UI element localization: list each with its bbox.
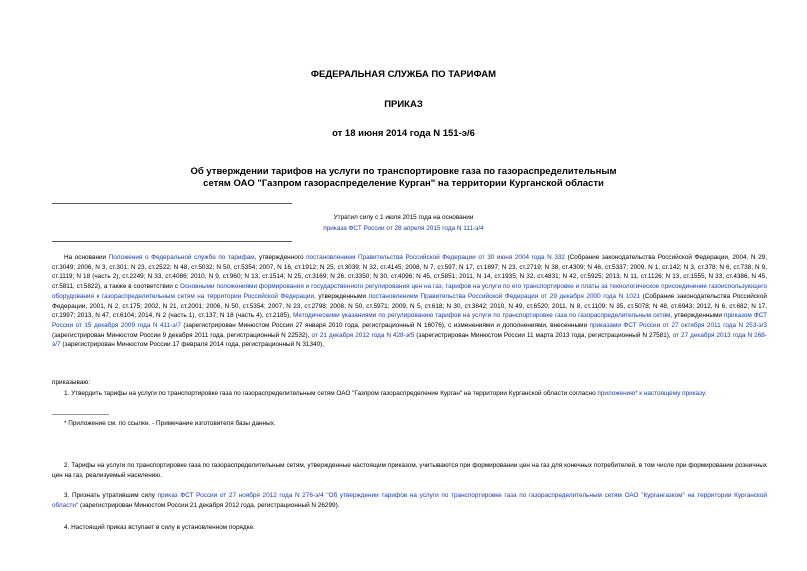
- footnote-text: * Приложение см. по ссылке. - Примечание изготовителя базы данных.: [64, 420, 276, 427]
- order-item-3: 3. Признать утратившим силу приказ ФСТ России от 27 ноября 2012 года N 276-э/4 "Об утверждении тарифов на услуги по транспортировке газа по газораспределительным сетям ОАО "Кургангазком" на территории Курганской области" (зарегистрирован Минюстом России 21 декабря 2012 года, регистрационный N 26299).: [52, 492, 767, 509]
- link-regulation[interactable]: Положения о Федеральной службе по тарифам: [108, 254, 255, 261]
- link-order-253[interactable]: приказами ФСТ России от 27 октября 2011 года N 253-э/3: [589, 321, 767, 329]
- order-intro: приказываю:: [52, 379, 90, 386]
- document-type: ПРИКАЗ: [384, 99, 423, 110]
- footnote-rule: ________________: [52, 408, 109, 415]
- link-order-411[interactable]: приказом ФСТ России от 15 декабря 2009 года N 411-э/7: [52, 312, 767, 329]
- divider: [52, 241, 292, 242]
- repeal-link[interactable]: приказа ФСТ России от 28 апреля 2015 года N 111-э/4: [323, 225, 484, 232]
- order-item-4: 4. Настоящий приказ вступает в силу в установленном порядке.: [64, 524, 255, 531]
- link-basic-provisions[interactable]: Основными положениями формирования и государственного регулирования цен на газ, тарифов на услуги по его транспортировке и платы за технологическое присоединение газоиспользующего оборудования к газораспределительным сетям на территории Российской Федерации: [52, 283, 767, 300]
- order-item-1: 1. Утвердить тарифы на услуги по транспортировке газа по газораспределительным сетям ОАО "Газпром газораспределение Курган" на территории Курганской области согласно приложению* к настоящему приказу.: [64, 390, 707, 397]
- link-gov-decree-1021[interactable]: постановлением Правительства Российской Федерации от 29 декабря 2000 года N 1021: [368, 292, 641, 300]
- status-note: Утратил силу с 1 июля 2015 года на основании: [333, 214, 474, 221]
- link-appendix[interactable]: приложению: [597, 390, 635, 397]
- link-order-268[interactable]: от 27 декабря 2013 года N 268-э/7: [52, 331, 767, 349]
- agency-name: ФЕДЕРАЛЬНАЯ СЛУЖБА ПО ТАРИФАМ: [310, 69, 497, 80]
- date-and-number: от 18 июня 2014 года N 151-э/6: [332, 128, 475, 139]
- order-item-2: 2. Тарифы на услуги по транспортировке газа по газораспределительным сетям, утвержденные настоящим приказом, учитываются при формировании цен на газ для конечных потребителей, в том числе при формировании розничных цен на газ, реализуемый населению.: [52, 462, 767, 479]
- link-methodical-guidelines[interactable]: Методическими указаниями по регулированию тарифов на услуги по транспортировке газа по газораспределительным сетям: [293, 312, 671, 320]
- preamble-paragraph: На основании Положения о Федеральной службе по тарифам, утвержденного постановлением Правительства Российской Федерации от 30 июня 2004 года N 332 (Собрание законодательства Российской Федерации, 2004, N 29, ст.3049; 2006, N 3, ст.301; N 23, ст.2522; N 48, ст.5032; N 50, ст.5354; 2007, N 16, ст.1912; N 25, ст.3039; N 32, ст.4145; 2008, N 7, ст.597; N 17, ст.1897; N 23, ст.2719; N 38, ст.4309; N 46, ст.5337; 2009, N 1, ст.142; N 3, ст.378; N 6, ст.738; N 9, ст.1119; N 18 (часть 2), ст.2249; N 33, ст.4086; 2010, N 9, ст.960; N 13, ст.1514; N 25, ст.3169; N 26, ст.3350; N 30, ст.4096; N 45, ст.5851; 2011, N 14, ст.1935; N 32, ст.4831; N 42, ст.5925; 2013, N 11, ст.1126; N 13, ст.1555, N 33, ст.4386, N 45, ст.5811, ст.5822), а также в соответствии с Основными положениями формирования и государственного регулирования цен на газ, тарифов на услуги по его транспортировке и платы за технологическое присоединение газоиспользующего оборудования к газораспределительным сетям на территории Российской Федерации, утвержденными постановлением Правительства Российской Федерации от 29 декабря 2000 года N 1021 (Собрание законодательства Российской Федерации, 2001, N 2, ст.175; 2002, N 21, ст.2001; 2006, N 50, ст.5354; 2007, N 23, ст.2798; 2008, N 50, ст.5971; 2009, N 5, ст.618; N 30, ст.3842; 2010, N 49, ст.6520; 2011, N 8, ст.1109; N 35, ст.5078; N 48, ст.6943; 2012, N 6, ст.682; N 17, ст.1997; 2013, N 47, ст.6104; 2014, N 2 (часть 1), ст.137; N 18 (часть 4), ст.2185), Методическими указаниями по регулированию тарифов на услуги по транспортировке газа по газораспределительным сетям, утвержденными приказом ФСТ России от 15 декабря 2009 года N 411-э/7 (зарегистрирован Минюстом России 27 января 2010 года, регистрационный N 16076), с изменениями и дополнениями, внесенными приказами ФСТ России от 27 октября 2011 года N 253-э/3 (зарегистрирован Минюстом России 9 декабря 2011 года, регистрационный N 22532), от 21 декабря 2012 года N 428-э/5 (зарегистрирован Минюстом России 11 марта 2013 года, регистрационный N 27581), от 27 декабря 2013 года N 268-э/7 (зарегистрирован Минюстом России 17 февраля 2014 года, регистрационный N 31340),: [52, 254, 767, 349]
- document-title: Об утверждении тарифов на услуги по транспортировке газа по газораспределительным сетям ОАО "Газпром газораспределение Курган" на территории Курганской области: [190, 166, 617, 189]
- link-repealed-order-276[interactable]: приказ ФСТ России от 27 ноября 2012 года N 276-э/4 "Об утверждении тарифов на услуги по транспортировке газа по газораспределительным сетям ОАО "Кургангазком" на территории Курганской области": [52, 492, 767, 509]
- link-gov-decree-332[interactable]: постановлением Правительства Российской Федерации от 30 июня 2004 года N 332: [306, 254, 565, 261]
- link-order-428[interactable]: от 21 декабря 2012 года N 428-э/5: [311, 331, 415, 339]
- divider: [52, 203, 292, 204]
